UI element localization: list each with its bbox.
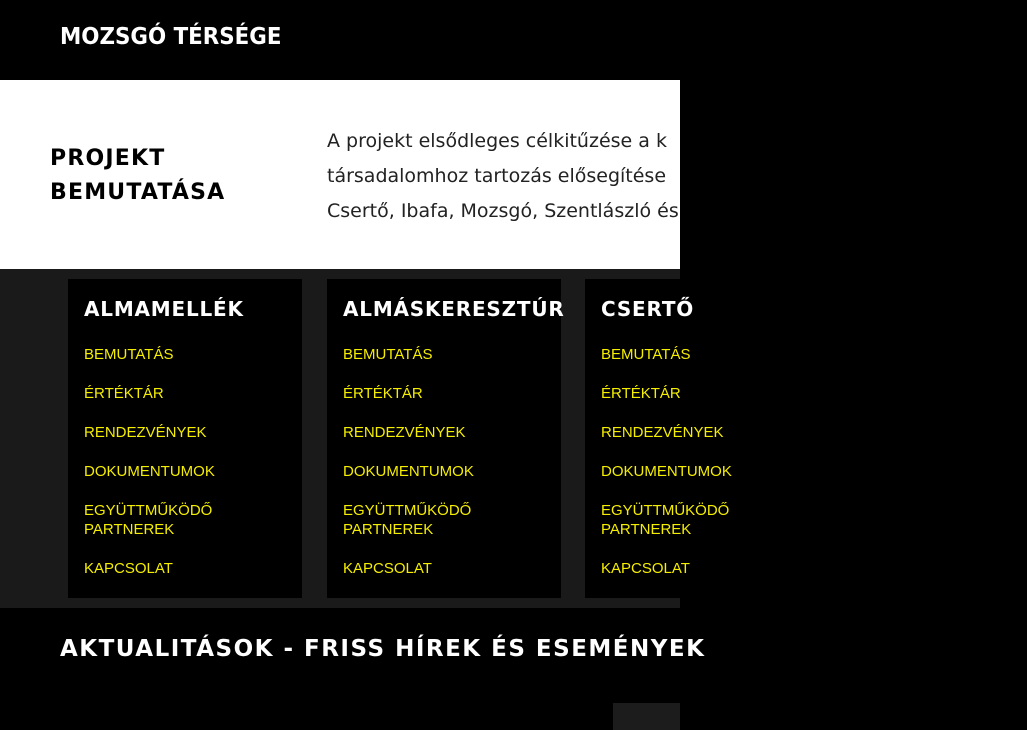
menu-link-bemutatas[interactable]: BEMUTATÁS bbox=[601, 346, 691, 363]
menu-link-ertektar[interactable]: ÉRTÉKTÁR bbox=[343, 385, 423, 402]
menu-link-rendezvenyek[interactable]: RENDEZVÉNYEK bbox=[343, 424, 466, 441]
news-section bbox=[0, 608, 706, 730]
menu-link-dokumentumok[interactable]: DOKUMENTUMOK bbox=[343, 463, 474, 480]
village-card-almamellek bbox=[68, 279, 302, 598]
village-menu bbox=[601, 345, 811, 598]
project-intro-text bbox=[327, 124, 1027, 229]
menu-link-rendezvenyek[interactable]: RENDEZVÉNYEK bbox=[601, 424, 724, 441]
menu-link-ertektar[interactable]: ÉRTÉKTÁR bbox=[84, 385, 164, 402]
menu-link-egyuttmukodo-partnerek[interactable]: EGYÜTTMŰKÖDŐ PARTNEREK bbox=[601, 502, 730, 538]
village-card-almaskeresztur bbox=[327, 279, 565, 598]
project-intro-section bbox=[0, 80, 680, 269]
intro-text-line: Csertő, Ibafa, Mozsgó, Szentlászló és bbox=[327, 200, 679, 222]
intro-text-line: A projekt elsődleges célkitűzése a k bbox=[327, 130, 667, 152]
menu-link-bemutatas[interactable]: BEMUTATÁS bbox=[343, 346, 433, 363]
village-menu bbox=[84, 345, 294, 598]
village-menu bbox=[343, 345, 553, 598]
village-cards-section bbox=[0, 269, 732, 608]
menu-link-bemutatas[interactable]: BEMUTATÁS bbox=[84, 346, 174, 363]
intro-heading-line: PROJEKT bbox=[50, 146, 166, 171]
news-card-edge bbox=[613, 703, 680, 730]
project-intro-heading bbox=[50, 142, 280, 210]
menu-link-kapcsolat[interactable]: KAPCSOLAT bbox=[601, 560, 690, 577]
menu-link-rendezvenyek[interactable]: RENDEZVÉNYEK bbox=[84, 424, 207, 441]
menu-link-kapcsolat[interactable]: KAPCSOLAT bbox=[343, 560, 432, 577]
news-section-title: AKTUALITÁSOK - FRISS HÍREK ÉS ESEMÉNYEK bbox=[60, 636, 706, 662]
village-name[interactable]: CSERTŐ bbox=[601, 297, 695, 321]
village-name[interactable]: ALMÁSKERESZTÚR bbox=[343, 297, 565, 321]
menu-link-egyuttmukodo-partnerek[interactable]: EGYÜTTMŰKÖDŐ PARTNEREK bbox=[343, 502, 472, 538]
menu-link-ertektar[interactable]: ÉRTÉKTÁR bbox=[601, 385, 681, 402]
menu-link-dokumentumok[interactable]: DOKUMENTUMOK bbox=[601, 463, 732, 480]
village-name[interactable]: ALMAMELLÉK bbox=[84, 297, 244, 321]
site-header bbox=[0, 0, 680, 80]
site-title[interactable]: MOZSGÓ TÉRSÉGE bbox=[60, 24, 282, 50]
menu-link-dokumentumok[interactable]: DOKUMENTUMOK bbox=[84, 463, 215, 480]
intro-heading-line: BEMUTATÁSA bbox=[50, 180, 226, 205]
intro-text-line: társadalomhoz tartozás elősegítése bbox=[327, 165, 667, 187]
village-card-cserto bbox=[585, 279, 819, 598]
menu-link-egyuttmukodo-partnerek[interactable]: EGYÜTTMŰKÖDŐ PARTNEREK bbox=[84, 502, 213, 538]
menu-link-kapcsolat[interactable]: KAPCSOLAT bbox=[84, 560, 173, 577]
